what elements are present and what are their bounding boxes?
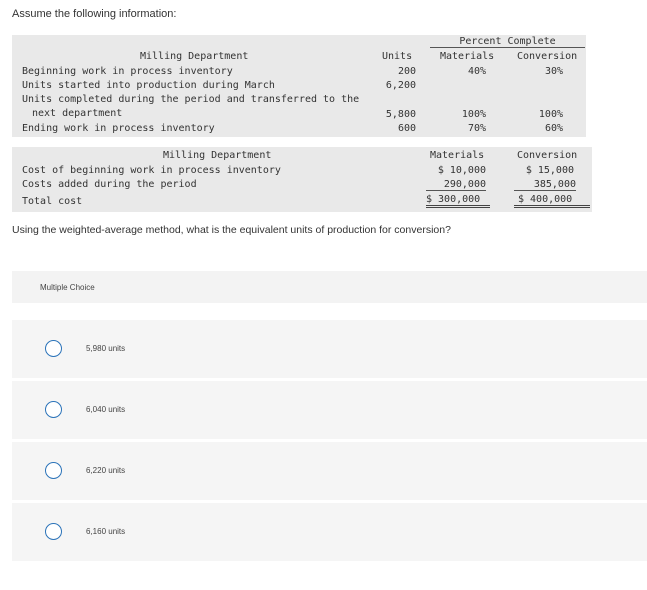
table2-row-conversion: 385,000 xyxy=(514,179,576,191)
table2-row-materials: $ 10,000 xyxy=(437,165,486,176)
table1-row-materials: 40% xyxy=(467,66,486,77)
table1-row-units: 600 xyxy=(397,123,416,134)
table1-dept-header: Milling Department xyxy=(140,51,249,62)
table2-row-label: Cost of beginning work in process inventory xyxy=(22,165,281,176)
multiple-choice-title: Multiple Choice xyxy=(40,283,95,292)
table2-conversion-header: Conversion xyxy=(517,150,578,161)
materials-header: Materials xyxy=(440,51,495,62)
units-header: Units xyxy=(382,51,413,62)
table1-row-units: 6,200 xyxy=(385,80,416,91)
table2-row-label: Total cost xyxy=(22,196,83,207)
table1-row-conversion: 60% xyxy=(544,123,563,134)
answer-option-label: 6,040 units xyxy=(86,405,126,414)
table2-materials-header: Materials xyxy=(430,150,485,161)
answer-option-label: 6,220 units xyxy=(86,466,126,475)
answer-option-label: 6,160 units xyxy=(86,527,126,536)
table1-row-materials: 100% xyxy=(461,109,486,120)
radio-button[interactable] xyxy=(45,523,62,540)
table2-row-label: Costs added during the period xyxy=(22,179,197,190)
table1-row-units: 5,800 xyxy=(385,109,416,120)
percent-complete-header: Percent Complete xyxy=(430,36,585,48)
table1-row-label: Units completed during the period and transferred to the xyxy=(22,94,360,105)
table1-row-materials: 70% xyxy=(467,123,486,134)
table2-row-conversion: $ 15,000 xyxy=(525,165,574,176)
table1-row-conversion: 30% xyxy=(544,66,563,77)
table1-row-conversion: 100% xyxy=(538,109,563,120)
table2-row-materials: 290,000 xyxy=(426,179,486,191)
table1-row-label: Beginning work in process inventory xyxy=(22,66,233,77)
table1-row-label: Ending work in process inventory xyxy=(22,123,215,134)
question-text: Using the weighted-average method, what is the equivalent units of production for conversion? xyxy=(12,224,451,236)
table1-row-label: Units started into production during March xyxy=(22,80,275,91)
table2-total-materials: $ 300,000 xyxy=(426,194,490,208)
table1-row-label: next department xyxy=(32,108,123,119)
table1-row-units: 200 xyxy=(397,66,416,77)
table2-total-conversion: $ 400,000 xyxy=(514,194,590,208)
radio-button[interactable] xyxy=(45,462,62,479)
table2-dept-header: Milling Department xyxy=(163,150,272,161)
radio-button[interactable] xyxy=(45,340,62,357)
radio-button[interactable] xyxy=(45,401,62,418)
multiple-choice-header xyxy=(12,271,647,303)
answer-option-label: 5,980 units xyxy=(86,344,126,353)
intro-text: Assume the following information: xyxy=(12,8,177,20)
conversion-header: Conversion xyxy=(517,51,578,62)
